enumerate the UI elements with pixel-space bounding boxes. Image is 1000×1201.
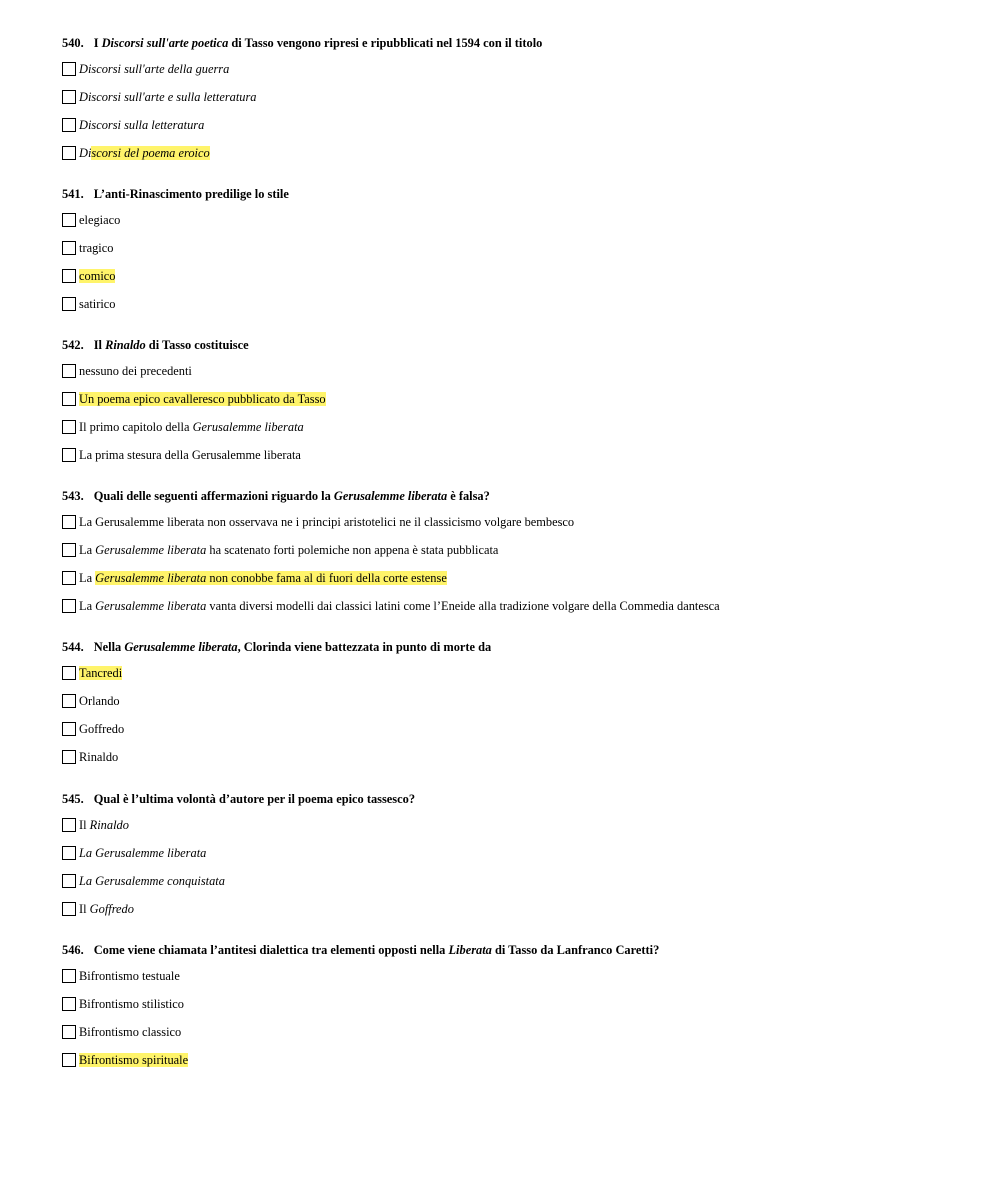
highlighted-answer-text: non conobbe fama al di fuori della corte estense: [206, 571, 447, 585]
answer-checkbox[interactable]: [62, 1025, 76, 1039]
highlighted-answer-text: scorsi del poema eroico: [91, 146, 210, 160]
answer-label: [79, 268, 115, 284]
answer-checkbox[interactable]: [62, 874, 76, 888]
answer-checkbox[interactable]: [62, 750, 76, 764]
answer-text: Goffredo: [79, 722, 125, 736]
answer-option[interactable]: [62, 873, 225, 889]
answer-checkbox[interactable]: [62, 1053, 76, 1067]
answer-text: La: [79, 599, 96, 613]
question-title-text: Rinaldo: [105, 338, 146, 352]
answer-option[interactable]: [62, 845, 206, 861]
answer-checkbox[interactable]: [62, 241, 76, 255]
answer-text: Discorsi sull'arte e sulla letteratura: [79, 90, 257, 104]
answer-label: [79, 598, 720, 614]
question-title-text: Come viene chiamata l’antitesi dialettica tra elementi opposti nella: [93, 943, 449, 957]
answer-label: [79, 873, 225, 889]
answer-checkbox[interactable]: [62, 118, 76, 132]
question-title-text: Il: [93, 338, 106, 352]
answer-text: La: [79, 571, 96, 585]
answer-checkbox[interactable]: [62, 146, 76, 160]
question-title: [62, 640, 491, 655]
question-title-text: L’anti-Rinascimento predilige lo stile: [93, 187, 289, 201]
question-title: [62, 187, 289, 202]
answer-text: Rinaldo: [89, 818, 129, 832]
answer-text: nessuno dei precedenti: [79, 364, 192, 378]
answer-checkbox[interactable]: [62, 722, 76, 736]
answer-option[interactable]: [62, 996, 184, 1012]
answer-label: [79, 570, 447, 586]
answer-label: [79, 145, 210, 161]
answer-label: [79, 845, 206, 861]
answer-checkbox[interactable]: [62, 694, 76, 708]
answer-text: Gerusalemme liberata: [95, 543, 207, 557]
question-number: 542.: [62, 338, 84, 352]
highlighted-answer-text: Tancredi: [79, 666, 123, 680]
answer-text: Gerusalemme liberata: [95, 599, 207, 613]
answer-option[interactable]: [62, 447, 301, 463]
highlighted-answer-text: comico: [79, 269, 116, 283]
question-title-text: Gerusalemme liberata: [333, 489, 448, 503]
answer-text: La prima stesura della Gerusalemme liberata: [79, 448, 301, 462]
answer-option[interactable]: [62, 542, 498, 558]
answer-text: La Gerusalemme liberata non osservava ne i principi aristotelici ne il classicismo volgare bembesco: [79, 515, 575, 529]
answer-option[interactable]: [62, 968, 180, 984]
answer-option[interactable]: [62, 1052, 188, 1068]
answer-checkbox[interactable]: [62, 969, 76, 983]
answer-label: [79, 419, 304, 435]
answer-checkbox[interactable]: [62, 213, 76, 227]
answer-checkbox[interactable]: [62, 846, 76, 860]
answer-option[interactable]: [62, 268, 115, 284]
answer-checkbox[interactable]: [62, 297, 76, 311]
answer-checkbox[interactable]: [62, 902, 76, 916]
answer-option[interactable]: [62, 240, 113, 256]
answer-option[interactable]: [62, 296, 115, 312]
answer-text: Bifrontismo classico: [79, 1025, 182, 1039]
answer-text: Discorsi sull'arte della guerra: [79, 62, 230, 76]
answer-label: [79, 721, 124, 737]
answer-text: Il: [79, 818, 90, 832]
answer-checkbox[interactable]: [62, 818, 76, 832]
answer-option[interactable]: [62, 749, 118, 765]
answer-label: [79, 514, 574, 530]
question-title-text: Liberata: [448, 943, 492, 957]
question-title-text: Nella: [93, 640, 125, 654]
question-title: [62, 792, 415, 807]
answer-label: [79, 693, 120, 709]
answer-option[interactable]: [62, 693, 120, 709]
question-number: 546.: [62, 943, 84, 957]
answer-checkbox[interactable]: [62, 543, 76, 557]
answer-option[interactable]: [62, 89, 257, 105]
answer-text: Il primo capitolo della: [79, 420, 193, 434]
answer-text: Bifrontismo testuale: [79, 969, 180, 983]
answer-label: [79, 240, 113, 256]
question-number: 544.: [62, 640, 84, 654]
question-title-text: di Tasso da Lanfranco Caretti?: [491, 943, 660, 957]
answer-text: vanta diversi modelli dai classici latini come l’Eneide alla tradizione volgare della Commedia dantesca: [206, 599, 720, 613]
answer-label: [79, 749, 118, 765]
question-title-text: Qual è l’ultima volontà d’autore per il poema epico tassesco?: [93, 792, 416, 806]
answer-option[interactable]: [62, 419, 304, 435]
answer-option[interactable]: [62, 665, 122, 681]
question-title-text: è falsa?: [447, 489, 490, 503]
answer-text: La: [79, 543, 96, 557]
answer-text: La Gerusalemme liberata: [79, 846, 207, 860]
answer-checkbox[interactable]: [62, 666, 76, 680]
question-title: [62, 943, 659, 958]
answer-checkbox[interactable]: [62, 599, 76, 613]
highlighted-answer-text: Gerusalemme liberata: [95, 571, 207, 585]
answer-checkbox[interactable]: [62, 269, 76, 283]
answer-option[interactable]: [62, 901, 134, 917]
question-number: 540.: [62, 36, 84, 50]
question-title-text: I: [93, 36, 102, 50]
answer-checkbox[interactable]: [62, 392, 76, 406]
answer-label: [79, 901, 134, 917]
question-title: [62, 489, 490, 504]
answer-text: Discorsi sulla letteratura: [79, 118, 205, 132]
answer-text: satirico: [79, 297, 116, 311]
answer-label: [79, 447, 301, 463]
answer-option[interactable]: [62, 212, 120, 228]
answer-label: [79, 968, 180, 984]
answer-option[interactable]: [62, 391, 326, 407]
answer-label: [79, 1024, 181, 1040]
answer-text: Di: [79, 146, 92, 160]
answer-label: [79, 1052, 188, 1068]
question-number: 541.: [62, 187, 84, 201]
answer-option[interactable]: [62, 598, 720, 614]
answer-text: Il: [79, 902, 90, 916]
answer-option[interactable]: [62, 61, 229, 77]
question-title-text: Quali delle seguenti affermazioni riguardo la: [93, 489, 334, 503]
answer-checkbox[interactable]: [62, 515, 76, 529]
answer-option[interactable]: [62, 570, 447, 586]
answer-checkbox[interactable]: [62, 448, 76, 462]
answer-label: [79, 817, 129, 833]
question-title-text: di Tasso vengono ripresi e ripubblicati nel 1594 con il titolo: [228, 36, 543, 50]
answer-label: [79, 117, 204, 133]
question-number: 543.: [62, 489, 84, 503]
question-title: [62, 36, 542, 51]
answer-checkbox[interactable]: [62, 364, 76, 378]
answer-label: [79, 542, 498, 558]
highlighted-answer-text: Un poema epico cavalleresco pubblicato da Tasso: [79, 392, 326, 406]
answer-option[interactable]: [62, 117, 204, 133]
question-title-text: di Tasso costituisce: [145, 338, 249, 352]
question-title-text: Discorsi sull'arte poetica: [101, 36, 229, 50]
answer-text: Gerusalemme liberata: [192, 420, 304, 434]
answer-text: Bifrontismo stilistico: [79, 997, 184, 1011]
answer-label: [79, 665, 122, 681]
answer-checkbox[interactable]: [62, 997, 76, 1011]
answer-label: [79, 363, 192, 379]
answer-option[interactable]: [62, 145, 210, 161]
answer-checkbox[interactable]: [62, 571, 76, 585]
answer-text: Goffredo: [89, 902, 134, 916]
answer-label: [79, 89, 257, 105]
answer-text: tragico: [79, 241, 114, 255]
answer-option[interactable]: [62, 1024, 181, 1040]
answer-text: Orlando: [79, 694, 120, 708]
answer-label: [79, 296, 115, 312]
answer-label: [79, 61, 229, 77]
answer-option[interactable]: [62, 514, 574, 530]
answer-option[interactable]: [62, 363, 192, 379]
answer-checkbox[interactable]: [62, 90, 76, 104]
answer-text: ha scatenato forti polemiche non appena è stata pubblicata: [206, 543, 499, 557]
answer-text: Rinaldo: [79, 750, 119, 764]
answer-option[interactable]: [62, 721, 124, 737]
answer-label: [79, 212, 120, 228]
answer-label: [79, 391, 326, 407]
question-title-text: Gerusalemme liberata: [124, 640, 238, 654]
answer-checkbox[interactable]: [62, 420, 76, 434]
answer-text: La Gerusalemme conquistata: [79, 874, 225, 888]
answer-text: elegiaco: [79, 213, 121, 227]
answer-checkbox[interactable]: [62, 62, 76, 76]
highlighted-answer-text: Bifrontismo spirituale: [79, 1053, 189, 1067]
question-title-text: , Clorinda viene battezzata in punto di morte da: [237, 640, 492, 654]
answer-label: [79, 996, 184, 1012]
answer-option[interactable]: [62, 817, 129, 833]
question-title: [62, 338, 249, 353]
question-number: 545.: [62, 792, 84, 806]
